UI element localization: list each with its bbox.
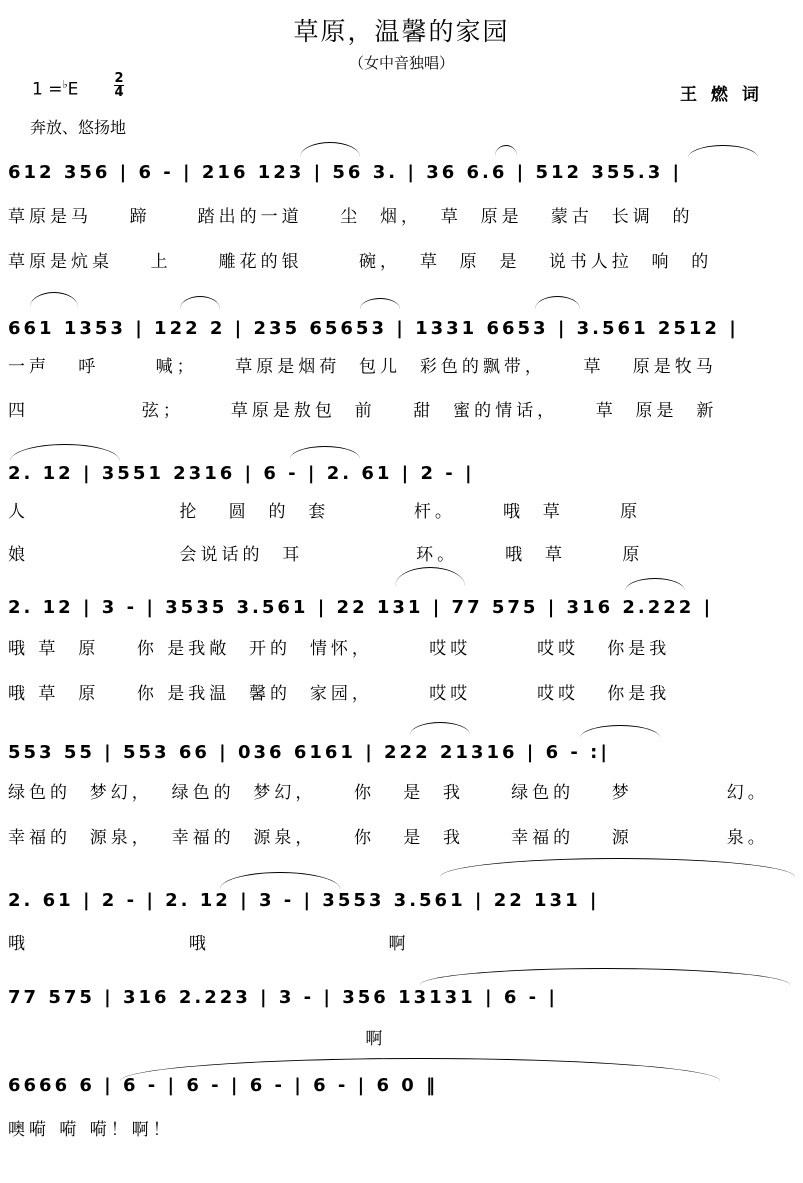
lyricist: 王 燃 词 [680,85,763,105]
notation-line: 2. 12 | 3551 2316 | 6 - | 2. 61 | 2 - | [8,463,475,484]
time-bottom: 4 [114,85,124,100]
song-subtitle: （女中音独唱） [348,54,454,72]
slur [360,298,400,309]
song-title: 草原，温馨的家园 [293,17,510,46]
slur [290,446,360,459]
key-note: E [67,79,79,100]
slur [410,722,470,735]
slur [120,1058,720,1081]
lyric-line: 哦 草 原 你 是我温 馨的 家园， 哎哎 哎哎 你是我 [8,684,671,704]
notation-line: 2. 12 | 3 - | 3535 3.561 | 22 131 | 77 575 | 316 2.222 | [8,597,714,618]
notation-line: 612 356 | 6 - | 216 123 | 56 3. | 36 6.6 | 512 355.3 | [8,162,683,183]
notation-line: 2. 61 | 2 - | 2. 12 | 3 - | 3553 3.561 | 22 131 | [8,890,600,911]
lyric-line: 啊 [8,1029,387,1049]
lyric-line: 哦 哦 啊 [8,934,410,954]
tempo-marking: 奔放、悠扬地 [30,118,127,137]
slur [625,578,685,591]
slur [580,725,660,738]
slur [440,858,795,877]
notation-line: 77 575 | 316 2.223 | 3 - | 356 13131 | 6 - | [8,987,558,1008]
slur [688,145,758,158]
lyric-line: 人 抡 圆 的 套 杆。 哦 草 原 [8,502,642,522]
flat-sign: ♭ [62,78,68,91]
slur [420,968,790,985]
slur [300,142,360,157]
lyric-line: 绿色的 梦幻， 绿色的 梦幻， 你 是 我 绿色的 梦 幻。 [8,783,769,803]
notation-line: 553 55 | 553 66 | 036 6161 | 222 21316 | 6 - :| [8,742,610,763]
lyric-line: 草原是马 蹄 踏出的一道 尘 烟， 草 原是 蒙古 长调 的 [8,207,694,227]
key-label: 1 = [32,79,63,100]
slur [495,145,517,156]
lyric-line: 幸福的 源泉， 幸福的 源泉， 你 是 我 幸福的 源 泉。 [8,828,769,848]
lyric-line: 草原是炕桌 上 雕花的银 碗， 草 原 是 说书人拉 响 的 [8,252,713,272]
slur [535,296,580,309]
time-top: 2 [114,71,124,86]
time-signature [114,72,124,99]
slur [395,567,465,586]
lyric-line: 哦 草 原 你 是我敞 开的 情怀， 哎哎 哎哎 你是我 [8,639,671,659]
slur [220,872,340,889]
notation-line: 661 1353 | 122 2 | 235 65653 | 1331 6653 | 3.561 2512 | [8,318,739,339]
slur [30,292,78,307]
slur [10,444,120,461]
lyric-line: 四 弦； 草原是敖包 前 甜 蜜的情话， 草 原是 新 [8,401,718,421]
slur [180,296,220,309]
notation-line: 6666 6 | 6 - | 6 - | 6 - | 6 - | 6 0 ‖ [8,1075,439,1096]
lyric-line: 娘 会说话的 耳 环。 哦 草 原 [8,545,644,565]
lyric-line: 噢嗬 嗬 嗬！啊！ [8,1120,174,1140]
key-signature [32,78,78,100]
lyric-line: 一声 呼 喊； 草原是烟荷 包儿 彩色的飘带， 草 原是牧马 [8,357,717,377]
